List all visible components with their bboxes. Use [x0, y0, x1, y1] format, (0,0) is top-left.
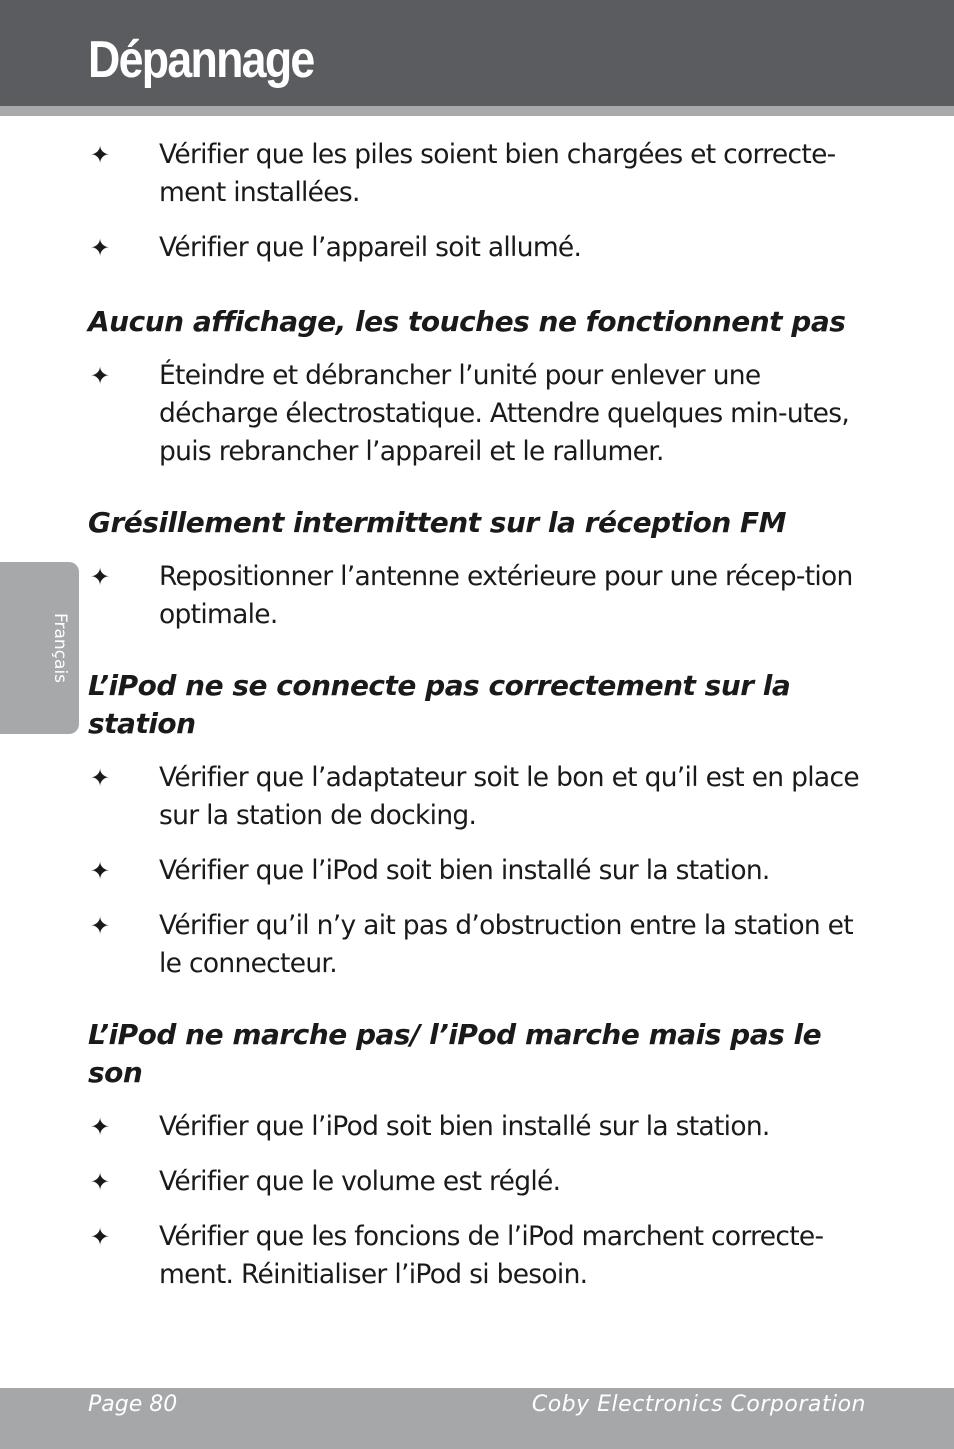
four-point-star-bullet-icon: ✦ — [90, 141, 110, 169]
page-title: Dépannage — [88, 31, 314, 89]
troubleshooting-content — [88, 136, 878, 1311]
section-heading: Grésillement intermittent sur la réception FM — [88, 506, 786, 539]
section-heading: Aucun affichage, les touches ne fonctionnent pas — [88, 305, 846, 338]
four-point-star-bullet-icon: ✦ — [90, 857, 110, 885]
four-point-star-bullet-icon: ✦ — [90, 1223, 110, 1251]
four-point-star-bullet-icon: ✦ — [90, 764, 110, 792]
list-item-text: Vérifier que l’iPod soit bien installé sur la station. — [159, 1111, 770, 1142]
list-item-text-line-2: ment installées. — [159, 177, 360, 208]
list-item — [88, 1218, 878, 1294]
list-item — [88, 1163, 878, 1201]
list-item — [88, 759, 878, 835]
list-item — [88, 357, 878, 471]
list-item-text: Éteindre et débrancher l’unité pour enlever une décharge électrostatique. Attendre quelques min-utes, puis rebrancher l’appareil et le rallumer. — [159, 360, 850, 467]
intro-bullet-list — [88, 136, 878, 267]
section-bullet-list — [88, 759, 878, 983]
list-item — [88, 229, 878, 267]
list-item — [88, 558, 878, 634]
section-bullet-list — [88, 357, 878, 471]
four-point-star-bullet-icon: ✦ — [90, 362, 110, 390]
list-item — [88, 1108, 878, 1146]
list-item — [88, 852, 878, 890]
header-underline — [0, 106, 954, 116]
section-heading: L’iPod ne se connecte pas correctement sur la station — [88, 669, 791, 740]
list-item-text: Vérifier que l’adaptateur soit le bon et qu’il est en place sur la station de docking. — [159, 762, 859, 831]
four-point-star-bullet-icon: ✦ — [90, 234, 110, 262]
section-bullet-list — [88, 558, 878, 634]
list-item — [88, 136, 878, 212]
language-side-tab-label: Français — [50, 612, 70, 684]
four-point-star-bullet-icon: ✦ — [90, 1113, 110, 1141]
footer-company-name: Coby Electronics Corporation — [531, 1392, 866, 1417]
list-item-text: Vérifier que le volume est réglé. — [159, 1166, 561, 1197]
list-item-text: Vérifier qu’il n’y ait pas d’obstruction entre la station et le connecteur. — [159, 910, 853, 979]
list-item-text-line-1: Vérifier que les piles soient bien chargées et correcte- — [159, 139, 836, 170]
list-item — [88, 907, 878, 983]
list-item-text: Repositionner l’antenne extérieure pour une récep-tion optimale. — [159, 561, 853, 630]
footer-page-number: Page 80 — [88, 1392, 178, 1417]
four-point-star-bullet-icon: ✦ — [90, 1168, 110, 1196]
section-heading: L’iPod ne marche pas/ l’iPod marche mais pas le son — [88, 1018, 822, 1089]
four-point-star-bullet-icon: ✦ — [90, 563, 110, 591]
list-item-text: Vérifier que l’iPod soit bien installé sur la station. — [159, 855, 770, 886]
list-item-text: Vérifier que l’appareil soit allumé. — [159, 232, 582, 263]
section-bullet-list — [88, 1108, 878, 1294]
four-point-star-bullet-icon: ✦ — [90, 912, 110, 940]
list-item-text: Vérifier que les foncions de l’iPod marchent correcte-ment. Réinitialiser l’iPod si besoin. — [159, 1221, 824, 1290]
